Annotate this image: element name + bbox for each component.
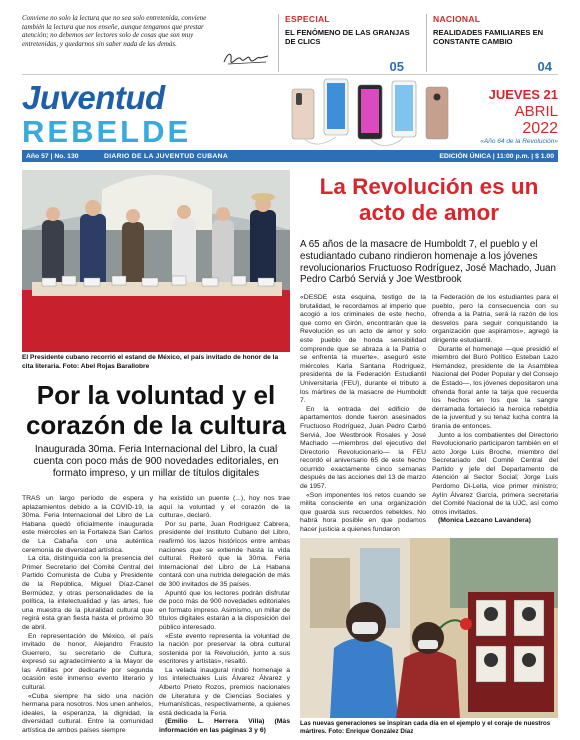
paragraph: la Federación de los estudiantes para el pueblo, pero la consecuencia con su ofrenda a la Patria, será la razón de los desvelos para seguir conquistando la organización que aspiramos», agregó la dirigente estudiantil. <box>432 294 558 344</box>
paragraph: «Son imponentes los retos cuando se milita consciente en una organización que guarda sus recuerdos rebeldes. No habrá hora posible en que podamos hacer justicia a quienes fundaron <box>300 491 426 534</box>
paragraph: Apuntó que los lectores podrán disfrutar de poco más de 900 novedades editoriales en formato impreso. Asimismo, un millar de títulos digitales estarán a la disposición del público interesado. <box>159 589 290 631</box>
tribute-photo-caption: Las nuevas generaciones se inspiran cada día en el ejemplo y el coraje de nuestros mártires. Foto: Enrique González Díaz <box>300 720 551 735</box>
promo-nacional[interactable] <box>426 14 558 72</box>
paragraph: Por su parte, Juan Rodríguez Cabrera, presidente del Instituto Cubano del Libro, reafirmó los lazos históricos entre ambas naciones que se extiende hasta la vida cultural. Reiteró que la 30ma. Feria Internacional del Libro de La Habana contará con una nutrida delegación de más de 300 invitados de 35 países. <box>159 520 290 588</box>
paragraph: ha existido un puente (...), hoy nos trae aquí la voluntad y el corazón de la cultura», declaró. <box>159 495 290 520</box>
masthead <box>22 74 558 150</box>
main-column-1 <box>22 495 153 736</box>
smartphones-image <box>284 75 464 151</box>
issue-bar <box>22 150 558 162</box>
signature-icon <box>222 50 270 66</box>
front-quote: Conviene no solo la lectura que no sea solo entretenida, conviene también la lectura que nos enseñe, aunque tengamos que prestar atención; no debemos ser lectores solo de cosas que son muy entretenidas, y quedarnos sin saber nada de las demás. <box>22 14 207 48</box>
revolution-year: «Año 64 de la Revolución» <box>480 138 558 145</box>
tagline: DIARIO DE LA JUVENTUD CUBANA <box>104 152 229 160</box>
paragraph: La cita, distinguida con la presencia del Primer Secretario del Comité Central del Partido Comunista de Cuba y Presidente de la República, Miguel Díaz-Canel Bermúdez, y otras personalidades de la política, la intelectualidad y las artes, fue una muestra de la pluralidad cultural que regirá esta gran fiesta hasta el próximo 30 de abril. <box>22 555 153 631</box>
revolution-headline[interactable]: La Revolución es un acto de amor <box>319 174 539 225</box>
main-headline[interactable]: Por la voluntad y el corazón de la cultura <box>25 380 287 440</box>
edition-info: EDICIÓN ÚNICA | 11:00 p.m. | $ 1.00 <box>439 152 554 160</box>
byline: (Monica Lezcano Lavandera) <box>438 517 531 525</box>
book-fair-photo-illustration <box>22 170 290 352</box>
paragraph: «Cuba siempre ha sido una nación hermana para nosotros. Nos unen anhelos, ideales, la esperanza, la dignidad, la diversidad cultural. Entre la comunidad artística de ambos países siempre <box>22 692 153 735</box>
paragraph: En la entrada del edificio de apartamentos donde fueron asesinados Fructuoso Rodríguez, Juan Pedro Carbó Serviá, Joe Westbrook Rosales y José Machado —miembros del ejecutivo del Directorio Revolucionario— la FEU recordó el aniversario 65 de este hecho ocurrido exactamente cinco semanas después de las acciones del 13 de marzo de 1957. <box>300 405 426 491</box>
paragraph: Durante el homenaje —que presidió el miembro del Buró Político Esteban Lazo Hernández, presidente de la Asamblea Nacional del Poder Popular y del Consejo de Estado—, los jóvenes depositaron una ofrenda floral ante la tarja que recuerda los hechos en los que la sangre derramada fortaleció la heroica rebeldía de la juventud y su tenaz lucha contra la tiranía de entonces. <box>432 345 558 430</box>
promo-page-number: 04 <box>537 59 552 74</box>
tribute-photo-illustration <box>300 538 558 718</box>
revolution-column-1 <box>300 294 426 535</box>
main-deck: Inaugurada 30ma. Feria Internacional del Libro, la cual cuenta con poco más de 900 novedades editoriales, en formato impreso, y un millar de títulos digitales <box>33 444 279 480</box>
logo-juventud[interactable]: Juventud <box>22 79 165 116</box>
logo-rebelde[interactable]: REBELDE <box>22 114 192 149</box>
promo-especial[interactable] <box>278 14 410 72</box>
promo-page-number: 05 <box>389 59 404 74</box>
date-month: ABRIL <box>514 103 558 120</box>
byline: (Emilio L. Herrera Villa) (Más información en las páginas 3 y 6) <box>159 718 290 735</box>
quote-box <box>22 14 270 72</box>
paragraph: «DESDE esta esquina, testigo de la brutalidad, le recordamos al imperio que acogió a los criminales de este hecho, que como en Girón, encontrarán que la Revolución es un acto de amor y solo este pueblo de honda sensibilidad comprende que se abraza a la Patria o se enfrenta la muerte», aseguró este miércoles Karla Santana Rodríguez, presidenta de la Federación Estudiantil Universitaria (FEU), durante el tributo a los mártires de la masacre de Humboldt 7. <box>300 294 426 405</box>
photo-caption: El Presidente cubano recorrió el estand de México, el país invitado de honor de la cita literaria. Foto: Abel Rojas Barallobre <box>22 354 279 370</box>
promo-kicker: ESPECIAL <box>285 14 330 24</box>
revolution-deck: A 65 años de la masacre de Humboldt 7, el pueblo y el estudiantado cubano rindieron homenaje a los jóvenes revolucionarios Fructuoso Rodríguez, José Machado, Juan Pedro Carbó Serviá y Joe Westbrook <box>300 239 556 286</box>
paragraph: Junto a los combatientes del Directorio Revolucionario participaron también en el acto Jorge Luis Broche, miembro del Secretariado del Comité Central del Partido y jefe del Departamento de Atención al Sector Social; Jorge Luis Perdomo Di-Lella, vice primer ministro; Aylín Álvarez García, primera secretaria del Comité Nacional de la UJC, así como otros invitados. <box>432 431 558 516</box>
main-column-2 <box>159 495 290 736</box>
promo-title: REALIDADES FAMILIARES EN CONSTANTE CAMBIO <box>433 28 544 46</box>
paragraph: «Este evento representa la voluntad de la nación por preservar la obra cultural sostenida por la Revolución, junto a sus escritores y artistas», resaltó. <box>159 632 290 666</box>
paragraph: TRAS un largo período de espera y aplazamientos debido a la COVID-19, la 30ma. Feria Internacional del Libro de La Habana quedó oficialmente inaugurada este miércoles en la Fortaleza San Carlos de La Cabaña con una auténtica ceremonia de diversidad artística. <box>22 495 153 554</box>
paragraph: En representación de México, el país invitado de honor, Alejandro Frausto Guerrero, su secretario de Cultura, expresó su agradecimiento a la Mayor de las Antillas por dedicarle por segunda ocasión este inmenso evento literario y cultural. <box>22 632 153 692</box>
date-block <box>480 87 558 145</box>
top-strip <box>22 14 558 74</box>
promo-kicker: NACIONAL <box>433 14 481 24</box>
revolution-column-2 <box>432 294 558 526</box>
date-day: JUEVES 21 <box>488 87 558 102</box>
tribute-photo[interactable] <box>300 538 558 718</box>
paragraph: La velada inaugural rindió homenaje a los intelectuales Luis Álvarez Álvarez y Alberto Prieto Rozos, premios nacionales de Literatura y de Ciencias Sociales y Humanísticas, respectivamente, a quienes está dedicada la Feria. <box>159 666 290 717</box>
issue-number: Año 57 | No. 130 <box>26 152 79 160</box>
promo-title: EL FENÓMENO DE LAS GRANJAS DE CLICS <box>285 28 410 46</box>
date-year: 2022 <box>522 120 558 137</box>
book-fair-photo[interactable] <box>22 170 290 352</box>
